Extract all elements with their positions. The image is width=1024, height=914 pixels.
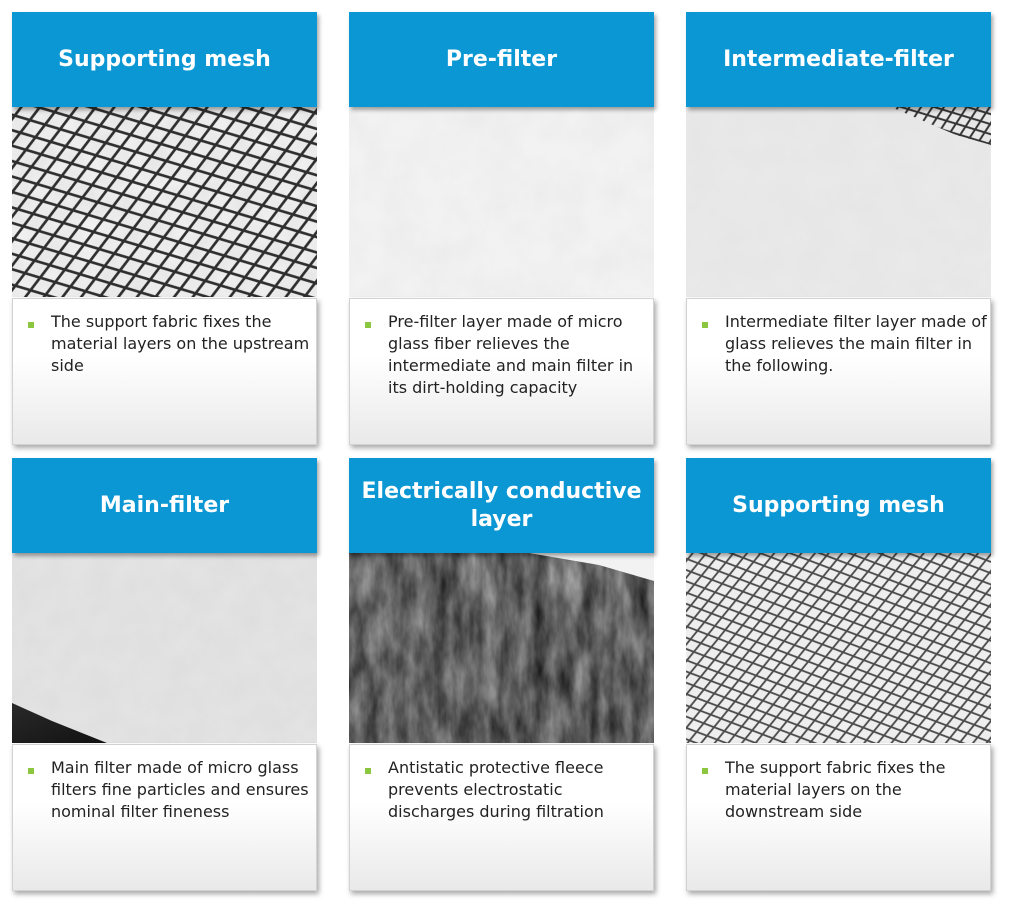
card-description [12, 298, 317, 445]
card-description-text: The support fabric fixes the material layers on the upstream side [51, 312, 310, 375]
card-title: Supporting mesh [58, 46, 271, 72]
card-header [686, 458, 991, 553]
card-description [12, 744, 317, 891]
fleece-texture-image [12, 553, 317, 743]
bullet-icon [365, 768, 371, 774]
bullet-icon [28, 322, 34, 328]
layer-card-intermediate-filter [686, 12, 991, 445]
layer-card-conductive-layer [349, 458, 654, 891]
card-description-text: Main filter made of micro glass filters fine particles and ensures nominal filter fineness [51, 758, 309, 821]
card-header [12, 12, 317, 107]
dark-fiber-texture-image [349, 553, 654, 743]
bullet-icon [702, 322, 708, 328]
card-header [686, 12, 991, 107]
bullet-icon [702, 768, 708, 774]
layer-card-supporting-mesh-downstream [686, 458, 991, 891]
card-header [349, 458, 654, 553]
card-description [686, 298, 991, 445]
mesh-texture-image [12, 107, 317, 297]
card-description-text: The support fabric fixes the material layers on the downstream side [725, 758, 946, 821]
card-title: Pre-filter [445, 46, 558, 72]
fleece-texture-image [349, 107, 654, 297]
fine-mesh-texture-image [686, 553, 991, 743]
card-description [349, 298, 654, 445]
card-title: Supporting mesh [732, 492, 945, 518]
layer-card-supporting-mesh-upstream [12, 12, 317, 445]
card-description-text: Intermediate filter layer made of glass relieves the main filter in the following. [725, 312, 987, 375]
card-title: Electrically conductive layer [361, 478, 642, 532]
card-title: Main-filter [99, 492, 230, 518]
card-description [686, 744, 991, 891]
card-header [349, 12, 654, 107]
layer-card-main-filter [12, 458, 317, 891]
fleece-texture-image [686, 107, 991, 297]
layer-card-pre-filter [349, 12, 654, 445]
card-description-text: Pre-filter layer made of micro glass fiber relieves the intermediate and main filter in its dirt-holding capacity [388, 312, 634, 397]
card-description [349, 744, 654, 891]
card-header [12, 458, 317, 553]
bullet-icon [28, 768, 34, 774]
card-title: Intermediate-filter [723, 46, 954, 72]
bullet-icon [365, 322, 371, 328]
card-description-text: Antistatic protective fleece prevents electrostatic discharges during filtration [388, 758, 604, 821]
